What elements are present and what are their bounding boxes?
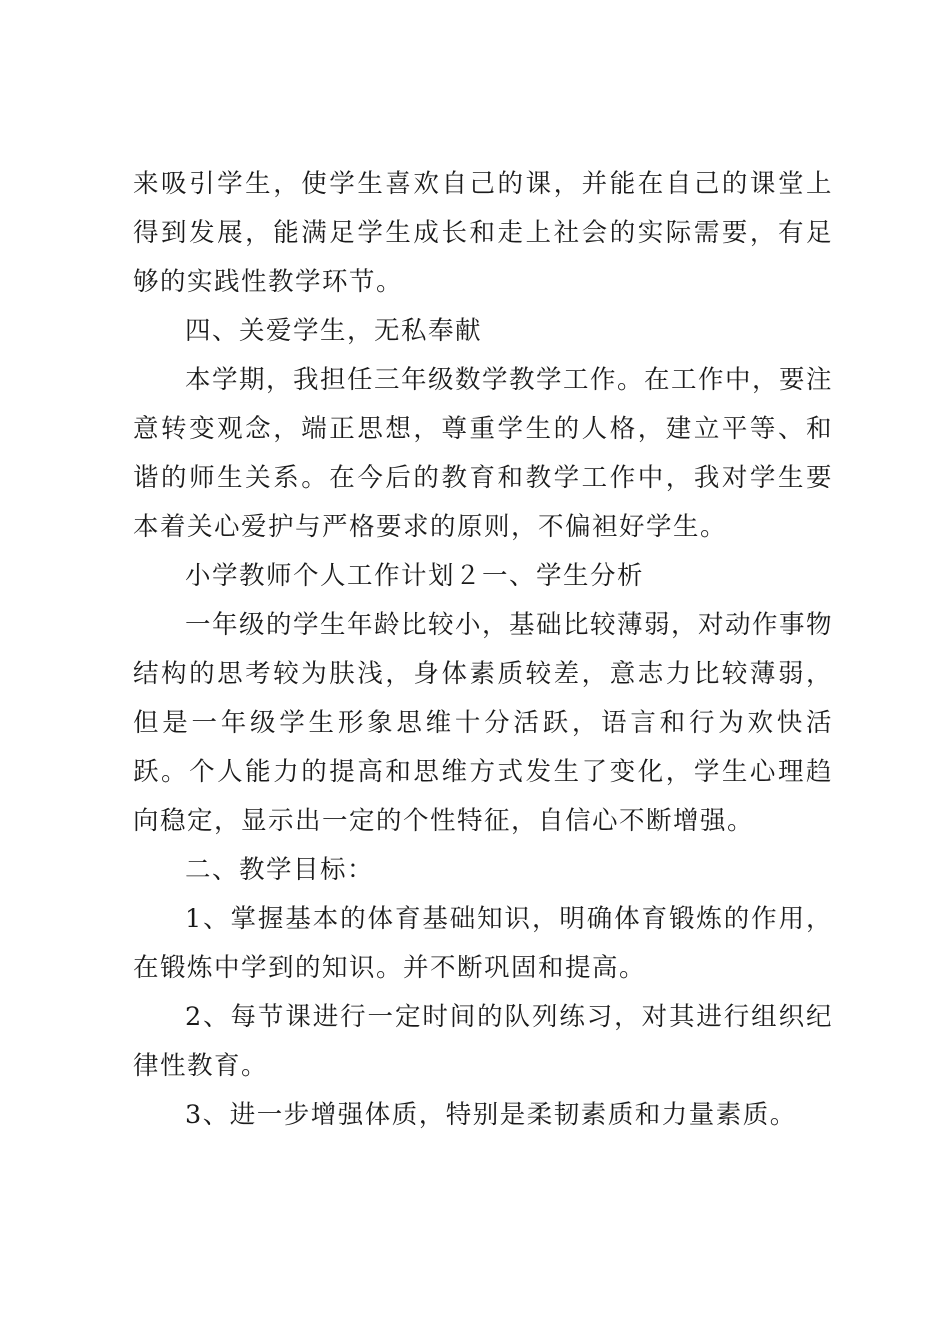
- document-body: [133, 160, 833, 1140]
- section-heading-plan-2-student-analysis: 小学教师个人工作计划２一、学生分析: [185, 561, 645, 591]
- paragraph-continuation: 来吸引学生，使学生喜欢自己的课，并能在自己的课堂上得到发展，能满足学生成长和走上社会的实际需要，有足够的实践性教学环节。: [133, 169, 833, 297]
- list-item-goal-1: 1、掌握基本的体育基础知识，明确体育锻炼的作用，在锻炼中学到的知识。并不断巩固和提高。: [133, 904, 833, 983]
- paragraph-student-analysis: 一年级的学生年龄比较小，基础比较薄弱，对动作事物结构的思考较为肤浅，身体素质较差，意志力比较薄弱，但是一年级学生形象思维十分活跃，语言和行为欢快活跃。个人能力的提高和思维方式发生了变化，学生心理趋向稳定，显示出一定的个性特征，自信心不断增强。: [133, 610, 834, 836]
- paragraph-semester-work: 本学期，我担任三年级数学教学工作。在工作中，要注意转变观念，端正思想，尊重学生的人格，建立平等、和谐的师生关系。在今后的教育和教学工作中，我对学生要本着关心爱护与严格要求的原则，不偏袒好学生。: [133, 365, 834, 542]
- list-item-goal-3: 3、进一步增强体质，特别是柔韧素质和力量素质。: [185, 1100, 797, 1130]
- section-heading-care-students: 四、关爱学生，无私奉献: [185, 316, 483, 346]
- list-item-goal-2: 2、每节课进行一定时间的队列练习，对其进行组织纪律性教育。: [133, 1002, 833, 1081]
- section-heading-teaching-goals: 二、教学目标：: [185, 855, 375, 885]
